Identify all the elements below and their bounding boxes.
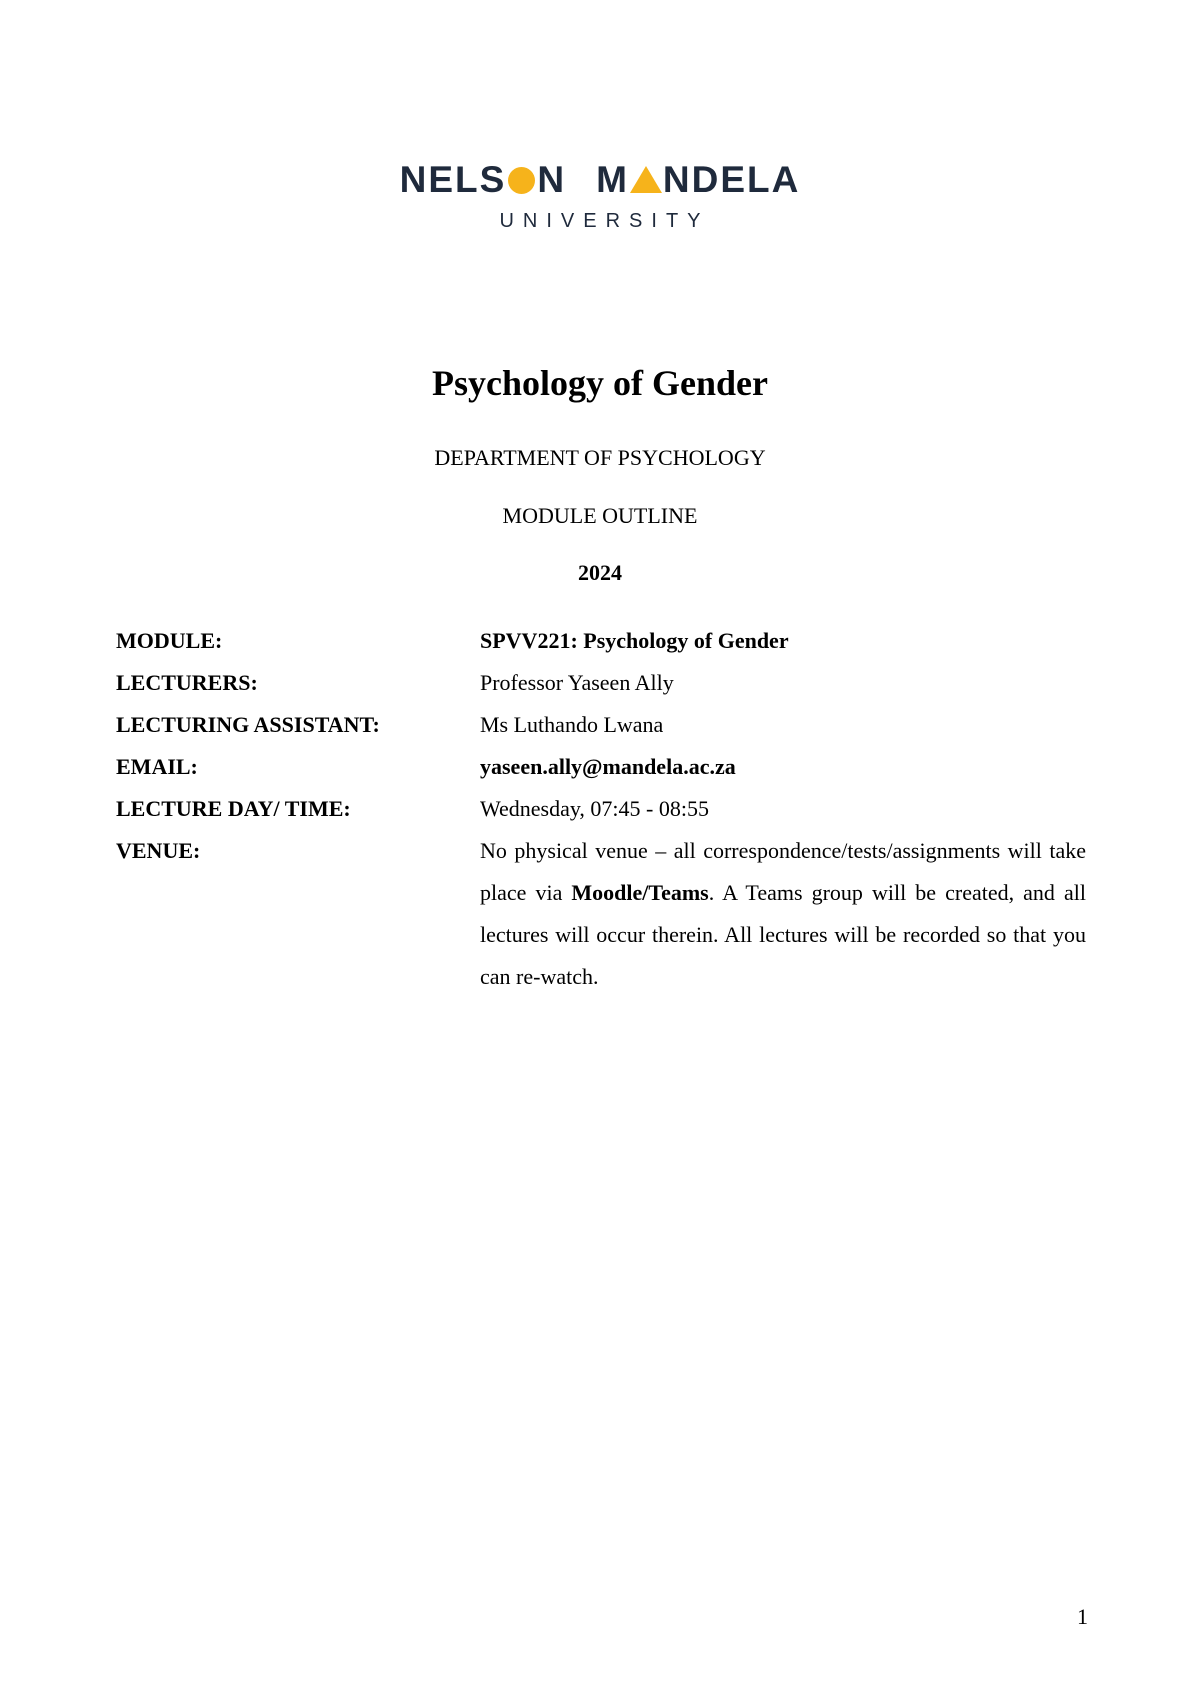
year-heading: 2024 (578, 560, 622, 585)
info-row-assistant (116, 704, 1086, 746)
venue-value (480, 830, 1086, 998)
logo-wordmark: NELS N M NDELA (399, 159, 801, 200)
email-label: EMAIL: (116, 754, 198, 779)
logo-subtitle: UNIVERSITY (499, 210, 710, 232)
department-heading: DEPARTMENT OF PSYCHOLOGY (434, 445, 766, 470)
module-outline-heading: MODULE OUTLINE (502, 503, 698, 528)
lecture-time-label: LECTURE DAY/ TIME: (116, 796, 351, 821)
logo-a-triangle-icon (630, 166, 662, 193)
module-value: SPVV221: Psychology of Gender (480, 628, 789, 653)
logo-o-dot-icon (508, 167, 535, 194)
email-value: yaseen.ally@mandela.ac.za (480, 754, 736, 779)
page-number: 1 (1077, 1604, 1088, 1629)
venue-text-before: No physical venue – all correspondence/tests/assignments will take place via (480, 838, 1086, 905)
info-row-module (116, 620, 1086, 662)
venue-text-after: . A Teams group will be created, and all lectures will occur therein. All lectures will be recorded so that you can re-watch. (480, 880, 1086, 989)
info-row-lecturers (116, 662, 1086, 704)
lecture-time-value: Wednesday, 07:45 - 08:55 (480, 796, 709, 821)
venue-platform: Moodle/Teams (571, 880, 709, 905)
lecturers-label: LECTURERS: (116, 670, 258, 695)
module-label: MODULE: (116, 628, 223, 653)
module-info-table (116, 620, 1086, 998)
info-row-venue (116, 830, 1086, 998)
assistant-value: Ms Luthando Lwana (480, 712, 664, 737)
info-row-time (116, 788, 1086, 830)
venue-label: VENUE: (116, 838, 201, 863)
lecturers-value: Professor Yaseen Ally (480, 670, 674, 695)
university-logo (0, 160, 1200, 233)
assistant-label: LECTURING ASSISTANT: (116, 712, 380, 737)
document-title: Psychology of Gender (432, 363, 768, 403)
info-row-email (116, 746, 1086, 788)
